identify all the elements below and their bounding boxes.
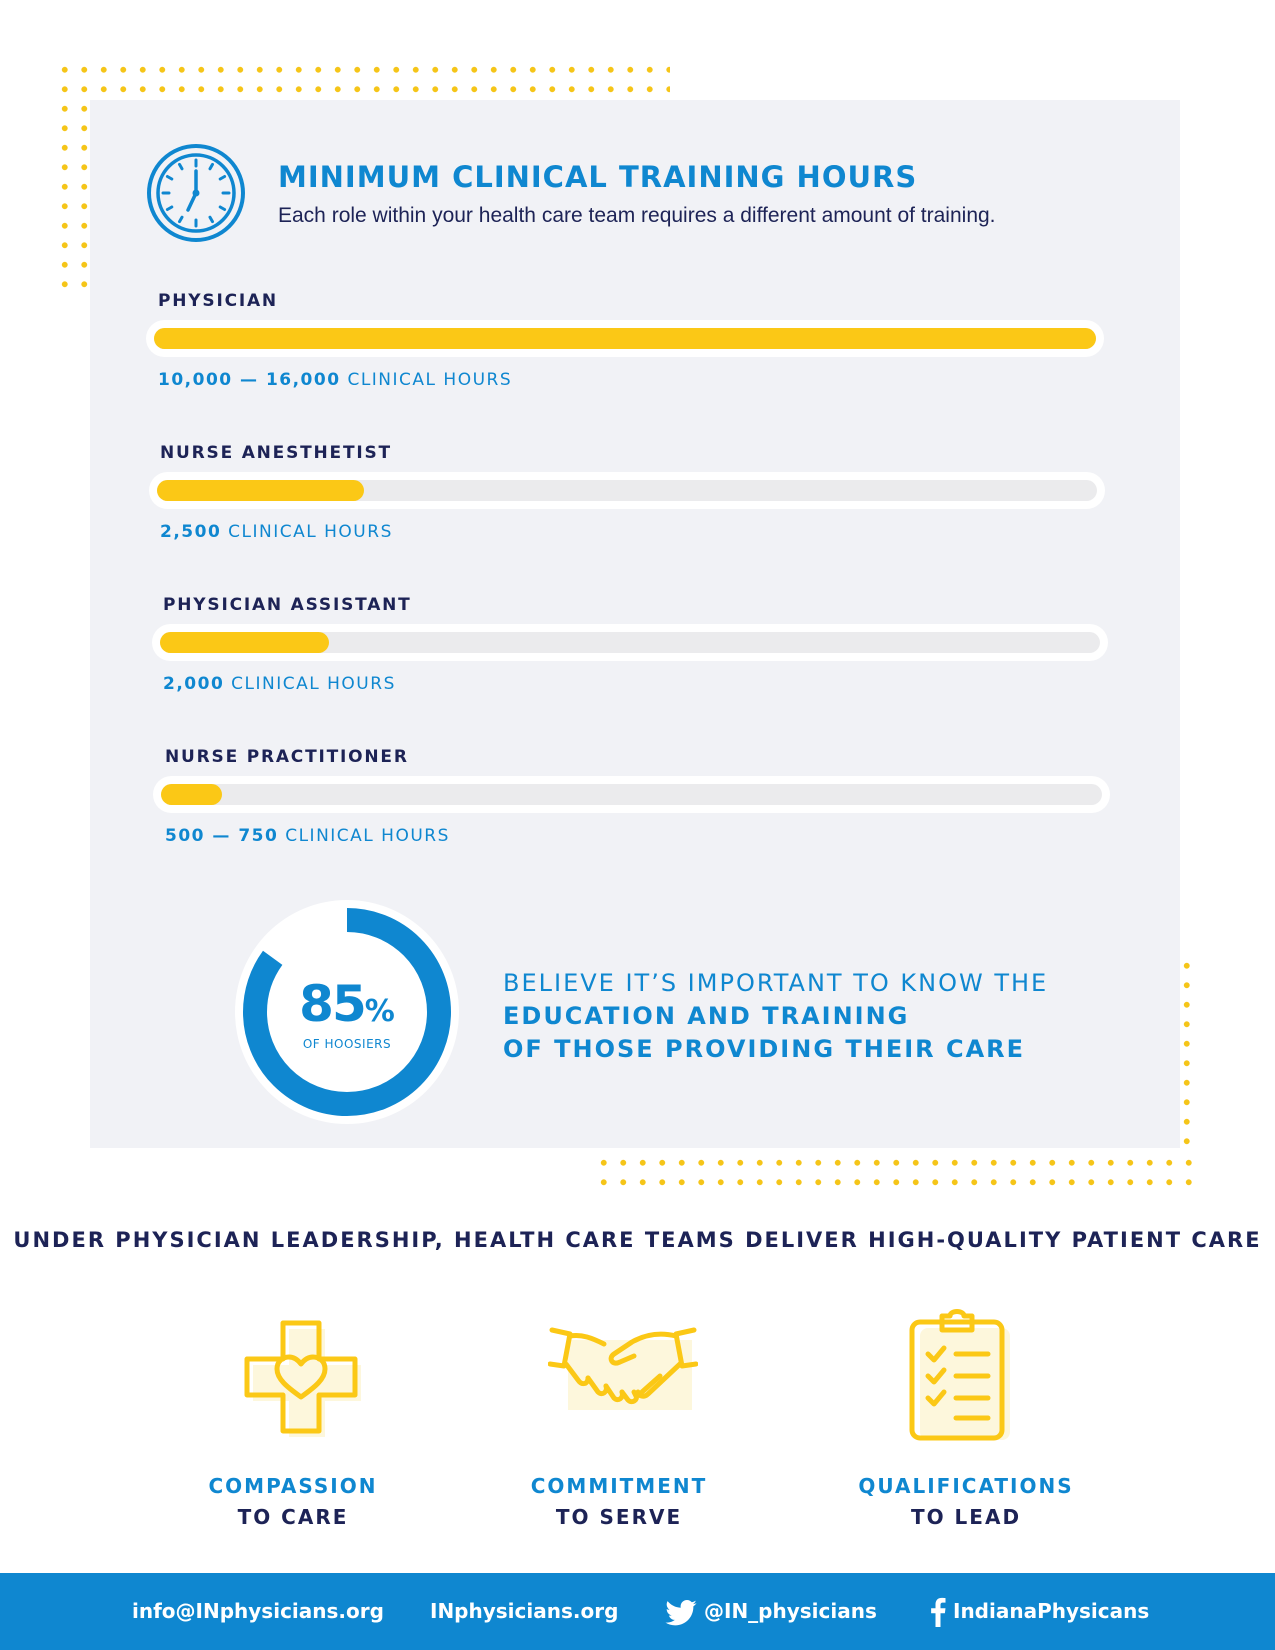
dot-pattern-bottom <box>594 1153 1204 1192</box>
value-commitment-title: COMMITMENT <box>530 1474 708 1498</box>
page-title: MINIMUM CLINICAL TRAINING HOURS <box>278 160 918 194</box>
value-compassion-subtitle: TO CARE <box>237 1505 349 1529</box>
progress-fill-physician <box>154 328 1096 349</box>
page-subtitle: Each role within your health care team requires a different amount of training. <box>278 204 996 227</box>
clipboard-checklist-icon <box>906 1308 1016 1448</box>
value-qualifications-subtitle: TO LEAD <box>910 1505 1022 1529</box>
role-label-physician-assistant: PHYSICIAN ASSISTANT <box>163 595 412 615</box>
progress-fill-nurse-anesthetist <box>157 480 364 501</box>
value-compassion-title: COMPASSION <box>208 1474 378 1498</box>
value-qualifications-title: QUALIFICATIONS <box>858 1474 1074 1498</box>
medical-cross-heart-icon <box>233 1313 363 1443</box>
dot-pattern-top <box>55 60 670 99</box>
progress-bar-nurse-anesthetist <box>149 472 1105 509</box>
dot-pattern-left <box>55 99 94 294</box>
hours-physician: 10,000 — 16,000 CLINICAL HOURS <box>158 370 513 390</box>
leadership-tagline: UNDER PHYSICIAN LEADERSHIP, HEALTH CARE TEAMS DELIVER HIGH-QUALITY PATIENT CARE <box>13 1228 1262 1252</box>
stat-statement-line-1: BELIEVE IT’S IMPORTANT TO KNOW THE <box>503 969 1049 997</box>
progress-bar-physician-assistant <box>152 624 1108 661</box>
footer-twitter-link[interactable]: @IN_physicians <box>704 1599 877 1623</box>
twitter-icon <box>665 1600 697 1626</box>
progress-fill-nurse-practitioner <box>161 784 222 805</box>
clock-icon <box>145 142 247 244</box>
hours-nurse-anesthetist: 2,500 CLINICAL HOURS <box>160 522 393 542</box>
value-commitment-subtitle: TO SERVE <box>555 1505 683 1529</box>
stat-caption: OF HOOSIERS <box>302 1037 392 1051</box>
role-label-nurse-anesthetist: NURSE ANESTHETIST <box>160 443 392 463</box>
progress-fill-physician-assistant <box>160 632 329 653</box>
dot-pattern-right <box>1177 956 1202 1156</box>
role-label-nurse-practitioner: NURSE PRACTITIONER <box>165 747 409 767</box>
handshake-icon <box>548 1320 698 1430</box>
hours-nurse-practitioner: 500 — 750 CLINICAL HOURS <box>165 826 450 846</box>
stat-statement-line-2: EDUCATION AND TRAINING <box>503 1002 910 1030</box>
facebook-icon <box>930 1597 946 1627</box>
role-label-physician: PHYSICIAN <box>158 291 278 311</box>
stat-statement <box>503 967 1048 1066</box>
stat-percentage: 85% <box>299 975 395 1033</box>
footer-contact-bar <box>0 1573 1275 1650</box>
progress-bar-physician <box>146 320 1104 357</box>
footer-email-link[interactable]: info@INphysicians.org <box>132 1599 384 1623</box>
footer-website-link[interactable]: INphysicians.org <box>430 1599 619 1623</box>
stat-statement-line-3: OF THOSE PROVIDING THEIR CARE <box>503 1035 1026 1063</box>
progress-bar-nurse-practitioner <box>153 776 1110 813</box>
footer-facebook-link[interactable]: IndianaPhysicans <box>953 1599 1150 1623</box>
hours-physician-assistant: 2,000 CLINICAL HOURS <box>163 674 396 694</box>
